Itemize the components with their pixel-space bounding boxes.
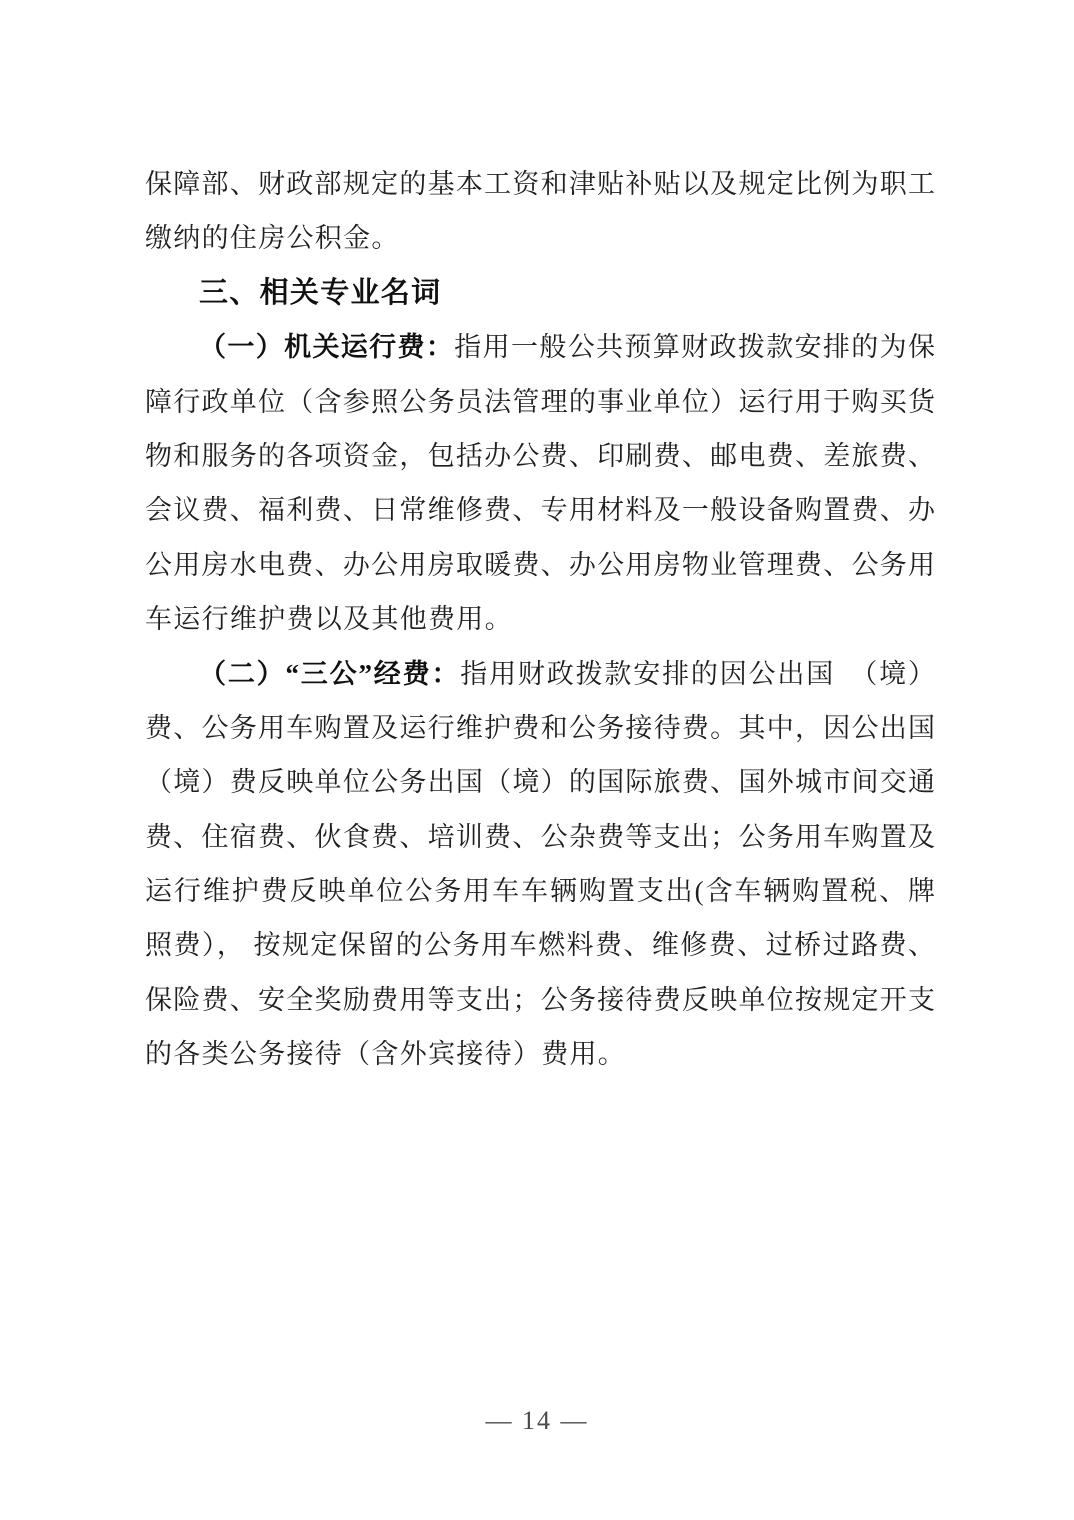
- body-text: 缴纳的住房公积金。: [145, 223, 400, 254]
- body-text: 车运行维护费以及其他费用。: [145, 604, 513, 635]
- text-block: [145, 157, 935, 1082]
- body-text: 照费）， 按规定保留的公务用车燃料费、维修费、过桥过路费、: [145, 930, 935, 961]
- body-text: 的各类公务接待（含外宾接待）费用。: [145, 1039, 627, 1070]
- page-footer: [0, 1406, 1074, 1436]
- body-text: 会议费、福利费、日常维修费、专用材料及一般设备购置费、办: [145, 495, 935, 526]
- body-text: 指用财政拨款安排的因公出国 （境）: [460, 658, 936, 689]
- body-text: 保障部、财政部规定的基本工资和津贴补贴以及规定比例为职工: [145, 169, 935, 199]
- body-text: 费、公务用车购置及运行维护费和公务接待费。其中，因公出国: [145, 712, 935, 743]
- bold-term: （二）“三公”经费：: [199, 658, 461, 689]
- body-text: 公用房水电费、办公用房取暖费、办公用房物业管理费、公务用: [145, 549, 935, 580]
- body-text: 费、住宿费、伙食费、培训费、公杂费等支出；公务用车购置及: [145, 821, 935, 852]
- text-line: [145, 1027, 935, 1081]
- section-heading: [145, 266, 935, 320]
- text-line: [145, 375, 935, 429]
- text-line: [145, 538, 935, 592]
- text-line: [145, 592, 935, 646]
- bold-term: （一）机关运行费：: [199, 332, 455, 363]
- body-text: （境）费反映单位公务出国（境）的国际旅费、国外城市间交通: [145, 767, 935, 798]
- body-text: 物和服务的各项资金，包括办公费、印刷费、邮电费、差旅费、: [145, 440, 935, 471]
- body-text: 指用一般公共预算财政拨款安排的为保: [454, 332, 936, 363]
- text-line: [145, 701, 935, 755]
- body-text: 障行政单位（含参照公务员法管理的事业单位）运行用于购买货: [145, 386, 935, 417]
- text-line: [145, 320, 935, 374]
- bold-term: 三、相关专业名词: [199, 276, 442, 309]
- text-line: [145, 864, 935, 918]
- body-text: 运行维护费反映单位公务用车车辆购置支出(含车辆购置税、牌: [145, 876, 935, 907]
- body-text: 保险费、安全奖励费用等支出；公务接待费反映单位按规定开支: [145, 984, 935, 1015]
- text-line: [145, 211, 935, 265]
- text-line: [145, 973, 935, 1027]
- text-line: [145, 157, 935, 211]
- text-line: [145, 429, 935, 483]
- text-line: [145, 810, 935, 864]
- page-number: — 14 —: [485, 1406, 589, 1435]
- text-line: [145, 918, 935, 972]
- text-line: [145, 483, 935, 537]
- text-line: [145, 647, 935, 701]
- text-line: [145, 755, 935, 809]
